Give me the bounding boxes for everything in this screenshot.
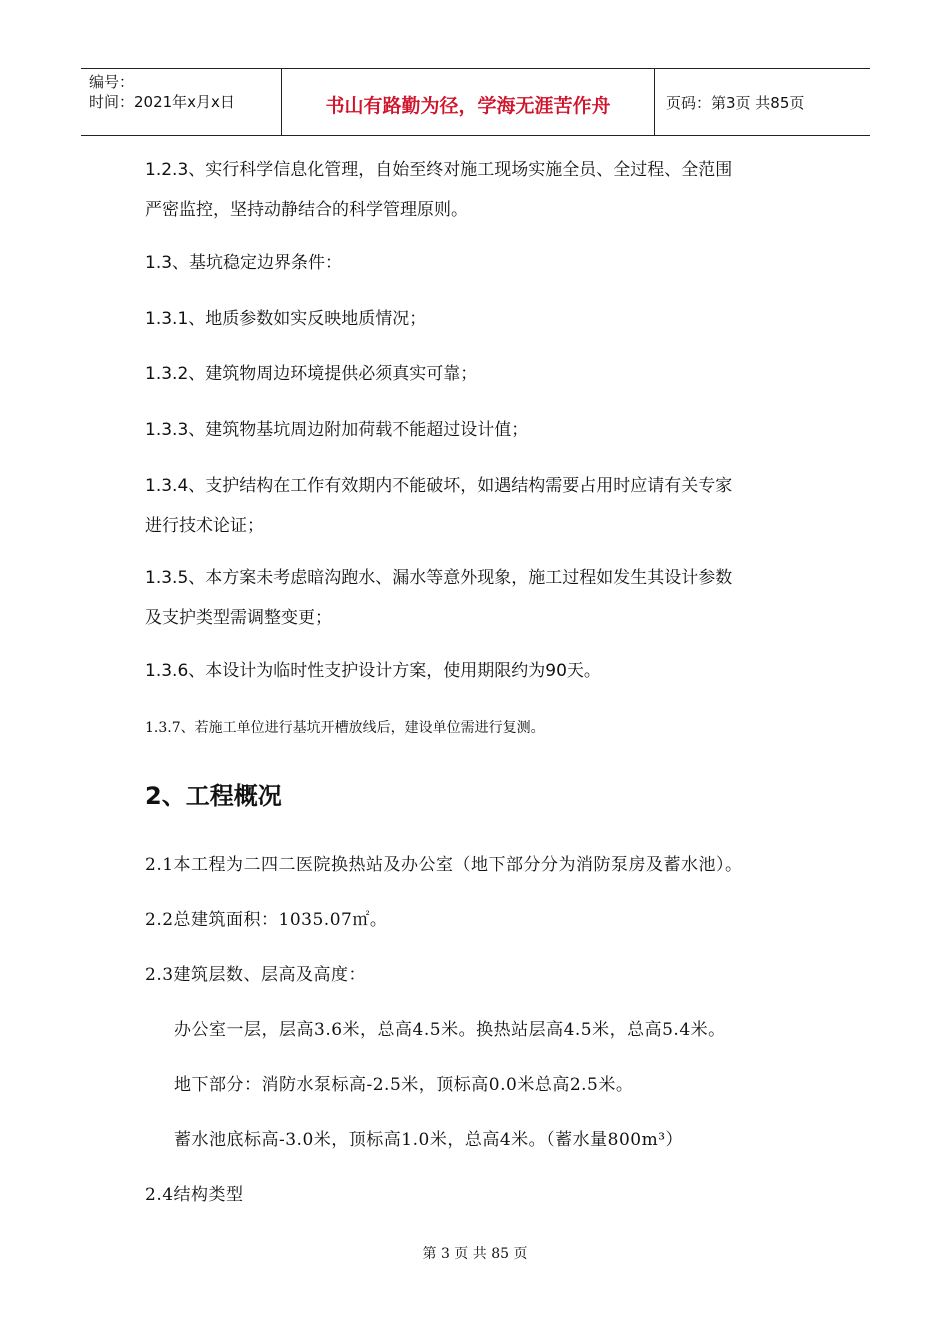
paragraph-text: 、建筑物基坑周边附加荷载不能超过设计值； [188,420,529,440]
paragraph-text: 、基坑稳定边界条件： [172,253,343,273]
paragraph-text: 天。 [566,661,601,681]
paragraph-2-3: 2.3建筑层数、层高及高度： [145,965,367,985]
paragraph-text: 、本方案未考虑暗沟跑水、漏水等意外现象，施工过程如发生其设计参数 [188,568,733,588]
paragraph-2-3-office: 办公室一层，层高3.6米，总高4.5米。换热站层高4.5米，总高5.4米。 [174,1020,726,1040]
paragraph-text: 进行技术论证； [145,516,264,536]
section-number: 1.2.3 [145,160,189,180]
header-motto: 书山有路勤为径，学海无涯苦作舟 [282,69,655,135]
section-heading: 2、工程概况 [145,782,282,810]
page-header [81,68,870,136]
header-page-info: 页码：第3页 共85页 [666,93,805,112]
section-number: 1.3.1 [145,309,189,329]
paragraph-text: 、地质参数如实反映地质情况； [188,309,427,329]
section-number: 1.3.5 [145,568,189,588]
paragraph-1-3-7: 1.3.7、若施工单位进行基坑开槽放线后，建设单位需进行复测。 [145,720,545,736]
paragraph-2-2: 2.2总建筑面积：1035.07㎡。 [145,910,388,930]
paragraph-2-4: 2.4结构类型 [145,1185,244,1205]
header-meta-cell [81,69,282,135]
paragraph-1-3-1 [145,299,825,339]
paragraph-1-3-3 [145,410,825,450]
section-number: 1.3.4 [145,476,189,496]
paragraph-1-3-2 [145,354,825,394]
section-number: 1.3.6 [145,661,189,681]
section-number: 1.3 [145,253,173,273]
paragraph-1-3-5 [145,558,825,638]
duration-days: 90 [545,661,567,681]
section-number: 1.3.3 [145,420,189,440]
paragraph-2-3-pool: 蓄水池底标高-3.0米，顶标高1.0米，总高4米。（蓄水量800m³） [174,1130,684,1150]
paragraph-1-3-4 [145,466,825,546]
document-time-label: 时间：2021年x月x日 [89,93,235,111]
paragraph-1-3 [145,243,825,283]
paragraph-1-3-6 [145,651,825,691]
paragraph-2-3-basement: 地下部分：消防水泵标高-2.5米，顶标高0.0米总高2.5米。 [174,1075,634,1095]
document-number-label: 编号： [89,73,135,91]
paragraph-text: 、本设计为临时性支护设计方案，使用期限约为 [188,661,546,681]
page-footer: 第 3 页 共 85 页 [422,1246,528,1262]
section-number: 1.3.2 [145,364,189,384]
paragraph-text: 及支护类型需调整变更； [145,608,332,628]
paragraph-1-2-3 [145,150,825,230]
paragraph-text: 、建筑物周边环境提供必须真实可靠； [188,364,478,384]
paragraph-text: 、支护结构在工作有效期内不能破坏，如遇结构需要占用时应请有关专家 [188,476,733,496]
paragraph-text: 严密监控，坚持动静结合的科学管理原则。 [145,200,468,220]
paragraph-2-1: 2.1本工程为二四二医院换热站及办公室（地下部分分为消防泵房及蓄水池）。 [145,855,743,875]
paragraph-text: 、实行科学信息化管理，自始至终对施工现场实施全员、全过程、全范围 [188,160,733,180]
